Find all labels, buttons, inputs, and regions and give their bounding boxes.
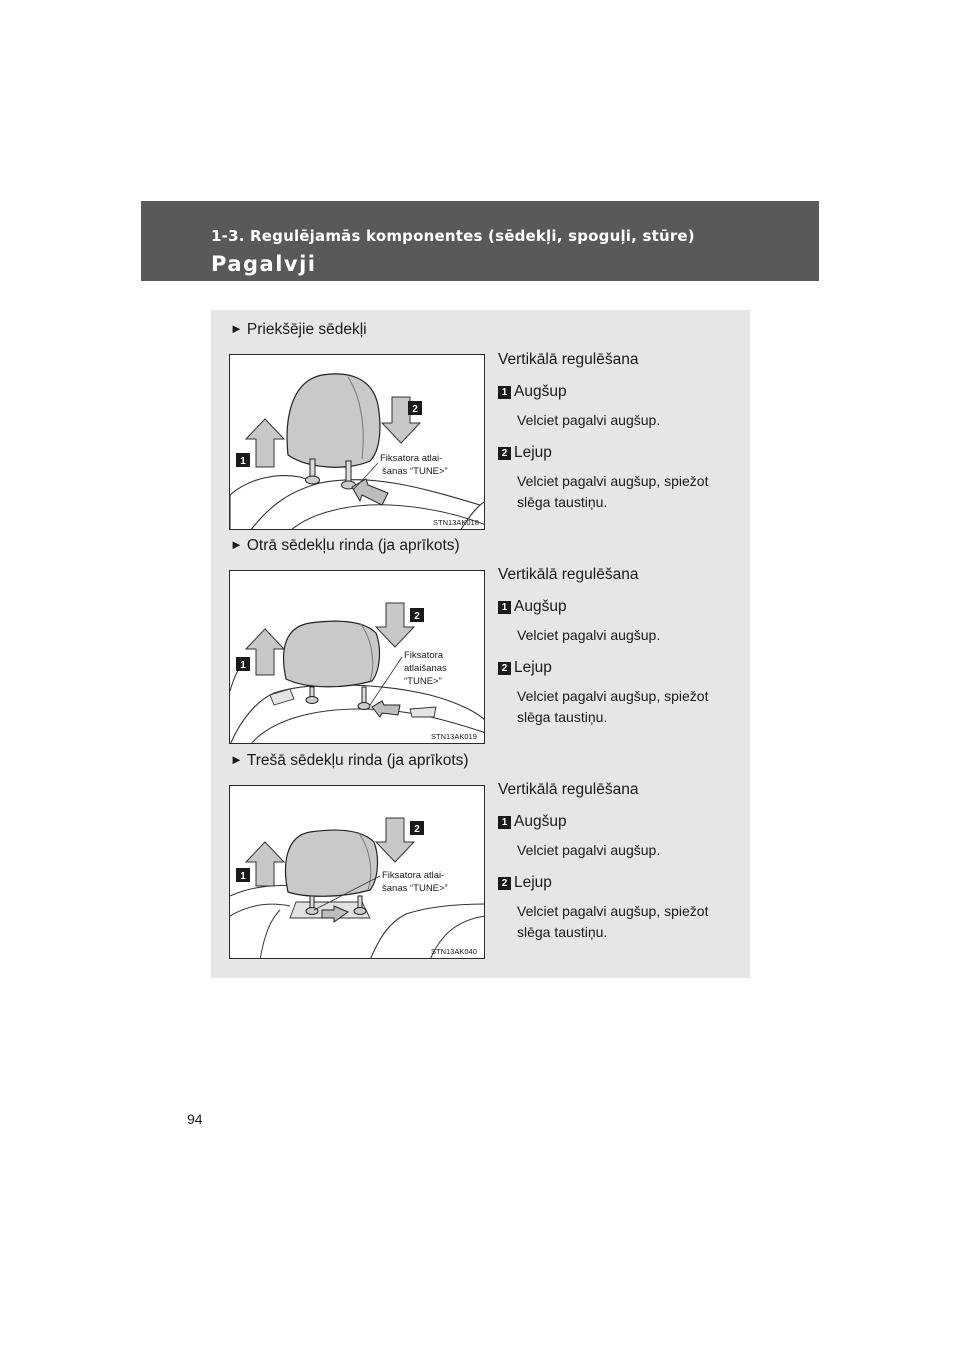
right-triangle-icon: ► xyxy=(230,321,243,336)
callout-line-3: “TUNE>” xyxy=(404,676,442,687)
callout-line-2: atlaišanas xyxy=(404,663,447,674)
step-description: Velciet pagalvi augšup. xyxy=(517,627,661,643)
step-label: Augšup xyxy=(514,383,567,400)
adjustment-heading: Vertikālā regulēšana xyxy=(498,781,639,798)
subsection-title-third-row xyxy=(230,752,469,770)
down-arrow-icon xyxy=(376,603,414,647)
step-number-1: 1 xyxy=(498,386,511,399)
subsection-label: Trešā sēdekļu rinda (ja aprīkots) xyxy=(246,752,469,769)
step-description: Velciet pagalvi augšup. xyxy=(517,412,661,428)
step-label: Augšup xyxy=(514,813,567,830)
step-up xyxy=(498,813,743,831)
right-triangle-icon: ► xyxy=(230,537,243,552)
step-description: Velciet pagalvi augšup. xyxy=(517,842,661,858)
figure-code: STN13AK040 xyxy=(431,947,477,956)
page-number: 94 xyxy=(187,1111,203,1127)
section-title: 1-3. Regulējamās komponentes (sēdekļi, spoguļi, stūre) xyxy=(211,227,695,245)
instructions-front xyxy=(498,351,743,512)
step-down xyxy=(498,659,743,677)
chapter-header xyxy=(141,201,819,281)
instructions-third-row xyxy=(498,781,743,942)
step-up xyxy=(498,383,743,401)
step-label: Augšup xyxy=(514,598,567,615)
callout-line-1: Fiksatora atlai- xyxy=(380,453,443,464)
step-up xyxy=(498,598,743,616)
right-triangle-icon: ► xyxy=(230,752,243,767)
figure-mark-1: 1 xyxy=(240,871,246,882)
down-arrow-icon xyxy=(376,818,414,862)
front-headrest-illustration xyxy=(230,355,485,530)
step-number-2: 2 xyxy=(498,877,511,890)
step-description: Velciet pagalvi augšup, spiežot slēga taustiņu. xyxy=(517,473,709,510)
step-label: Lejup xyxy=(514,659,552,677)
step-number-1: 1 xyxy=(498,816,511,829)
up-arrow-icon xyxy=(246,629,284,675)
step-number-2: 2 xyxy=(498,662,511,675)
figure-mark-1: 1 xyxy=(240,456,246,467)
step-description: Velciet pagalvi augšup, spiežot slēga taustiņu. xyxy=(517,903,709,940)
subsection-title-second-row xyxy=(230,537,460,555)
step-number-1: 1 xyxy=(498,601,511,614)
figure-mark-2: 2 xyxy=(414,824,420,835)
third-row-headrest-illustration xyxy=(230,786,485,959)
callout-line-1: Fiksatora atlai- xyxy=(382,870,445,881)
figure-third-row-headrest xyxy=(229,785,485,959)
callout-line-2: šanas “TUNE>” xyxy=(382,883,448,894)
adjustment-heading: Vertikālā regulēšana xyxy=(498,351,639,368)
figure-code: STN13AK018 xyxy=(433,518,479,527)
step-number-2: 2 xyxy=(498,447,511,460)
press-arrow-icon xyxy=(352,479,388,505)
subsection-label: Priekšējie sēdekļi xyxy=(246,321,367,338)
figure-front-headrest xyxy=(229,354,485,530)
page-title: Pagalvji xyxy=(211,252,317,276)
step-down xyxy=(498,444,743,462)
instructions-second-row xyxy=(498,566,743,727)
subsection-title-front xyxy=(230,321,367,339)
figure-mark-2: 2 xyxy=(412,404,418,415)
adjustment-heading: Vertikālā regulēšana xyxy=(498,566,639,583)
step-label: Lejup xyxy=(514,444,552,462)
step-description: Velciet pagalvi augšup, spiežot slēga taustiņu. xyxy=(517,688,709,725)
callout-line-2: šanas “TUNE>” xyxy=(382,466,448,477)
figure-second-row-headrest xyxy=(229,570,485,744)
figure-mark-2: 2 xyxy=(414,611,420,622)
up-arrow-icon xyxy=(246,842,284,886)
step-down xyxy=(498,874,743,892)
callout-line-1: Fiksatora xyxy=(404,650,444,661)
figure-mark-1: 1 xyxy=(240,660,246,671)
second-row-headrest-illustration xyxy=(230,571,485,744)
subsection-label: Otrā sēdekļu rinda (ja aprīkots) xyxy=(246,537,460,554)
step-label: Lejup xyxy=(514,874,552,892)
figure-code: STN13AK019 xyxy=(431,732,477,741)
up-arrow-icon xyxy=(246,419,284,467)
press-arrow-icon xyxy=(372,701,400,717)
